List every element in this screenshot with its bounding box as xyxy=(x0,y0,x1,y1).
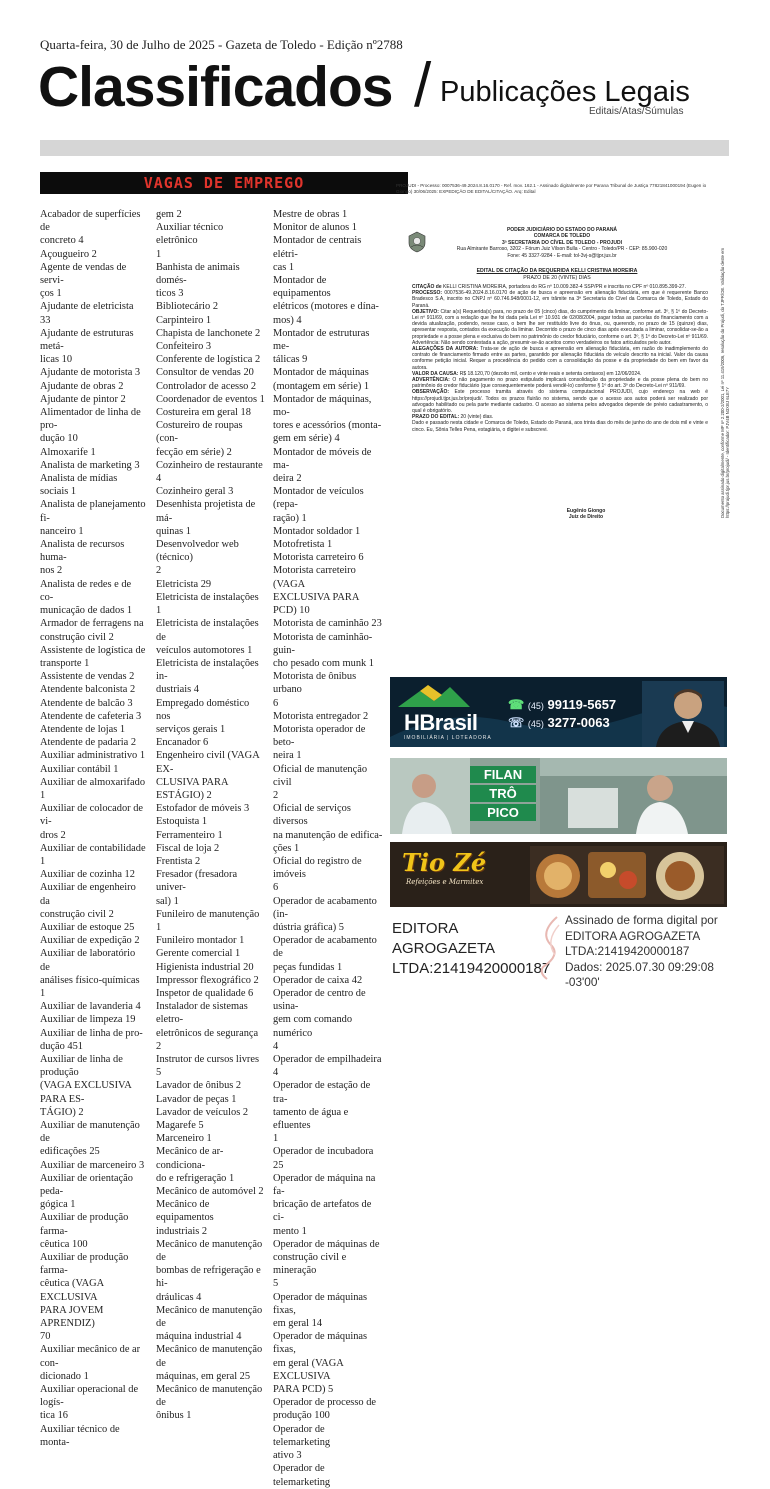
job-listing-line: Operador de acabamento (in- xyxy=(273,895,377,920)
job-listing-line: Instalador de sistemas eletro- xyxy=(156,1001,248,1026)
job-listing-line: bricação de artefatos de ci- xyxy=(273,1199,372,1224)
job-listing-line: elétricos (motores e dína- xyxy=(273,301,379,313)
paragraph-label: ALEGAÇÕES DA AUTORA: xyxy=(412,346,479,353)
job-listing-line: dros 2 xyxy=(40,829,66,841)
job-listing-line: Higienista industrial 20 xyxy=(156,961,254,973)
filan-word-2: TRÔ xyxy=(470,785,536,802)
job-listing-line: Lavador de veículos 2 xyxy=(156,1106,249,1118)
job-listing-line: análises físico-químicas 1 xyxy=(40,974,140,999)
job-listing-line: fecção em série) 2 xyxy=(156,446,232,458)
job-listing-line: Costureiro de roupas (con- xyxy=(156,420,243,445)
job-listing-line: em geral 14 xyxy=(273,1318,323,1330)
job-listing-line: neira 1 xyxy=(273,750,302,762)
digital-signature-mark-icon xyxy=(537,915,563,981)
job-listing-line: Auxiliar de engenheiro da xyxy=(40,882,136,907)
job-listing-line: Mecânico de ar-condiciona- xyxy=(156,1146,224,1171)
job-listing-line: Mecânico de manutenção de xyxy=(156,1238,263,1264)
job-listing-line: Ajudante de obras 2 xyxy=(40,380,124,392)
job-listing-line: Ajudante de pintor 2 xyxy=(40,393,126,405)
job-listing-line: ções 1 xyxy=(273,842,300,854)
job-listing-line: na manutenção de edifica- xyxy=(273,829,383,841)
job-listing-line: ços 1 xyxy=(40,288,62,300)
paragraph-text: Este processo tramita através do sistema computacional PROJUDI, cujo endereço na web é https://projudi.tjpr.jus.br/projudi/. Todos os prazos fluirão no sistema, sendo que o acesso aos autos poderá ser realizado por advogado habilitado ou pela parte mediante cadastro. O acesso ao sistema pelos advogados depende de prévio cadastramento, o qual é obrigatório. xyxy=(412,389,708,415)
filan-photo-right xyxy=(540,758,727,834)
edital-paragraph xyxy=(412,290,708,309)
page-tagline: Editais/Atas/Súmulas xyxy=(589,106,684,117)
editora-line-1: EDITORA xyxy=(392,920,459,937)
page-subtitle: Publicações Legais xyxy=(440,76,690,108)
job-listing-line: dráulicas 4 xyxy=(156,1291,202,1303)
job-listing-line: máquinas, em geral 25 xyxy=(156,1370,251,1382)
job-listing-line: Oficial do registro de imóveis xyxy=(273,855,362,881)
jobs-column-2 xyxy=(156,208,265,1423)
job-listing-line: ônibus 1 xyxy=(156,1410,192,1422)
job-listing-line: produção 100 xyxy=(273,1410,330,1422)
hbrasil-phone-2 xyxy=(508,715,610,731)
job-listing-line: TÁGIO) 2 xyxy=(40,1106,84,1118)
court-header-line: PODER JUDICIÁRIO DO ESTADO DO PARANÁ xyxy=(506,227,618,233)
job-listing-line: cho pesado com munk 1 xyxy=(273,657,374,669)
tioze-logo: Tio Zé xyxy=(402,848,487,877)
job-listing-line: Mecânico de manutenção de xyxy=(156,1304,263,1330)
job-listing-line: Operador de incubadora 25 xyxy=(273,1146,374,1171)
job-listing-line: Motorista de ônibus urbano xyxy=(273,671,357,696)
job-listing-line: Montador de centrais elétri- xyxy=(273,235,362,260)
job-listing-line: 2 xyxy=(156,565,162,577)
job-listing-line: Auxiliar de almoxarifado 1 xyxy=(40,776,146,801)
job-listing-line: Ajudante de estruturas metá- xyxy=(40,327,134,353)
paragraph-text: 20 (vinte) dias. xyxy=(460,414,494,421)
job-listing-line: Auxiliar de laboratório de xyxy=(40,948,136,973)
job-listing-line: cêutica (VAGA EXCLUSIVA xyxy=(40,1278,104,1303)
tioze-subtitle: Refeições e Marmitex xyxy=(406,878,484,886)
job-listing-line: Empregado doméstico nos xyxy=(156,697,250,722)
job-listing-line: gem com comando numérico xyxy=(273,1014,353,1039)
job-listing-line: Mestre de obras 1 xyxy=(273,209,348,220)
filan-title xyxy=(470,764,536,823)
job-listing-line: Mecânico de manutenção de xyxy=(156,1384,263,1409)
job-listing-line: Confeiteiro 3 xyxy=(156,341,212,353)
jobs-column-3 xyxy=(273,208,383,1489)
phone-ddd: (45) xyxy=(527,719,544,729)
job-listing-line: Auxiliar operacional de logís- xyxy=(40,1384,139,1409)
job-listing-line: Auxiliar mecânico de ar con- xyxy=(40,1344,141,1369)
job-listing-line: Montador soldador 1 xyxy=(273,525,361,537)
job-listing-line: Ferramenteiro 1 xyxy=(156,829,223,841)
paragraph-label: PROCESSO: xyxy=(412,290,443,297)
job-listing-line: tores e acessórios (monta- xyxy=(273,420,382,432)
job-listing-line: Operador de máquinas fixas, xyxy=(273,1331,368,1356)
job-listing-line: 2 xyxy=(273,789,279,801)
edital-paragraph xyxy=(412,420,708,432)
job-listing-line: Cozinheiro de restaurante 4 xyxy=(156,459,263,485)
job-listing-line: Lavador de ônibus 2 xyxy=(156,1080,242,1092)
job-listing-line: sal) 1 xyxy=(156,895,179,907)
job-listing-line: Atendente de cafeteria 3 xyxy=(40,710,142,722)
job-listing-line: Auxiliar de cozinha 12 xyxy=(40,869,135,881)
sig-line-1: Assinado de forma digital por xyxy=(565,913,718,927)
job-listing-line: gem em série) 4 xyxy=(273,433,340,445)
job-listing-line: Eletricista de instalações 1 xyxy=(156,591,259,617)
job-listing-line: veículos automotores 1 xyxy=(156,644,253,656)
edital-paragraph xyxy=(412,309,708,346)
job-listing-line: cas 1 xyxy=(273,261,295,273)
job-listing-line: Coordenador de eventos 1 xyxy=(156,393,265,405)
job-listing-line: Instrutor de cursos livres 5 xyxy=(156,1054,260,1079)
projudi-line: PROJUDI - Processo: 0007536-49.2024.8.16.0170 - Ref. mov. 162.1 - Assinado digitalmente por Parana Tribunal de Justiça 77821841000194 (Eugen io Giongo) 30/06/2025: EXPEDIÇÃO DE EDITAL/CITAÇÃO. Arq: Edital xyxy=(396,183,707,194)
phone-icon: ☏ xyxy=(508,715,525,730)
court-header-line: Fone: 45 3327-9284 - E-mail: tol-3vj-s@tjpr.jus.br xyxy=(507,252,617,259)
job-listing-line: Operador de processo de xyxy=(273,1397,376,1409)
edital-paragraph xyxy=(412,377,708,389)
job-listing-line: Motorista de caminhão-guin- xyxy=(273,631,373,656)
job-listing-line: Fiscal de loja 2 xyxy=(156,842,220,854)
edital-prazo: PRAZO DE 20 (VINTE) DIAS xyxy=(523,274,591,281)
paragraph-text: 0007536-49.2024.8.16.0170 de ação de busca e apreensão em alienação fiduciária, em que é requerente Banco Bradesco S.A, inscrito no CNPJ nº 60.746.948/0001-12, em trâmite na 3ª Secretaria do Cível da Comarca de Toledo, Estado do Paraná. xyxy=(412,290,709,309)
legal-notice xyxy=(396,183,728,663)
job-listing-line: bombas de refrigeração e hi- xyxy=(156,1265,261,1290)
job-listing-line: Costureira em geral 18 xyxy=(156,407,251,419)
job-listing-line: eletrônicos de segurança 2 xyxy=(156,1027,259,1052)
job-listing-line: Motorista carreteiro (VAGA xyxy=(273,565,356,590)
job-listing-line: tamento de água e efluentes xyxy=(273,1106,349,1132)
paragraph-label: VALOR DA CAUSA: xyxy=(412,370,459,377)
editora-line-3: LTDA:21419420000187 xyxy=(392,960,551,977)
paragraph-text: Dado e passado nesta cidade e Comarca de Toledo, Estado do Paraná, aos trinta dias do mês de junho do ano de dois mil e vinte e cinco. Eu, Sônia Telles Pena, estagiária, o digitei e subscrevi. xyxy=(412,420,708,433)
job-listing-line: Fresador (fresadora univer- xyxy=(156,869,238,894)
job-listing-line: Mecânico de manutenção de xyxy=(156,1344,263,1369)
job-listing-line: Bibliotecário 2 xyxy=(156,301,219,313)
title-slash: / xyxy=(414,51,432,120)
job-listing-line: Auxiliar técnico eletrônico xyxy=(156,222,224,247)
job-listing-line: Assistente de logística de xyxy=(40,644,146,656)
sig-line-2: EDITORA AGROGAZETA xyxy=(565,928,701,943)
job-listing-line: PARA PCD) 5 xyxy=(273,1384,334,1396)
hbrasil-logo-sub: IMOBILIÁRIA | LOTEADORA xyxy=(404,735,492,741)
job-listing-line: Auxiliar de produção farma- xyxy=(40,1212,129,1237)
job-listing-line: ativo 3 xyxy=(273,1450,302,1462)
job-listing-line: Desenhista projetista de má- xyxy=(156,499,256,524)
paragraph-label: ADVERTÊNCIA: xyxy=(412,377,450,384)
job-listing-line: Magarefe 5 xyxy=(156,1120,204,1132)
job-listing-line: Armador de ferragens na xyxy=(40,618,144,630)
job-listing-line: Consultor de vendas 20 xyxy=(156,367,254,379)
job-listing-line: nos 2 xyxy=(40,565,63,577)
edital-paragraph xyxy=(412,346,708,371)
job-listing-line: Atendente de balcão 3 xyxy=(40,697,133,709)
job-listing-line: mento 1 xyxy=(273,1225,307,1237)
filan-word-1: FILAN xyxy=(470,766,536,783)
job-listing-line: Analista de planejamento fi- xyxy=(40,499,146,524)
phone-ddd: (45) xyxy=(527,701,544,711)
job-listing-line: Operador de caixa 42 xyxy=(273,974,363,986)
job-listing-line: Montador de equipamentos xyxy=(273,275,331,300)
job-listing-line: Auxiliar administrativo 1 xyxy=(40,750,146,762)
whatsapp-icon: ☎ xyxy=(508,697,525,712)
job-listing-line: Operador de máquinas de xyxy=(273,1238,380,1250)
job-listing-line: (montagem em série) 1 xyxy=(273,380,370,392)
job-listing-line: Ajudante de motorista 3 xyxy=(40,367,141,379)
job-listing-line: Impressor flexográfico 2 xyxy=(156,974,259,986)
date-line: Quarta-feira, 30 de Julho de 2025 - Gazeta de Toledo - Edição nº2788 xyxy=(40,37,403,52)
job-listing-line: 1 xyxy=(273,1133,279,1145)
job-listing-line: Chapista de lanchonete 2 xyxy=(156,327,261,339)
sig-line-4: Dados: 2025.07.30 09:29:08 xyxy=(565,959,714,974)
job-listing-line: Almoxarife 1 xyxy=(40,446,96,458)
job-listing-line: EXCLUSIVA PARA PCD) 10 xyxy=(273,591,359,617)
job-listing-line: Motorista de caminhão 23 xyxy=(273,618,382,630)
job-listing-line: dicionado 1 xyxy=(40,1370,89,1382)
ad-tio-ze[interactable] xyxy=(390,842,727,907)
job-listing-line: Motorista operador de beto- xyxy=(273,723,366,749)
job-listing-line: Auxiliar de estoque 25 xyxy=(40,921,135,933)
job-listing-line: Analista de recursos huma- xyxy=(40,539,125,564)
job-listing-line: dustriais 4 xyxy=(156,684,200,696)
job-listing-line: Atendente de lojas 1 xyxy=(40,723,126,735)
job-listing-line: Banhista de animais domés- xyxy=(156,261,240,287)
job-listing-line: Marceneiro 1 xyxy=(156,1133,212,1145)
court-header-line: Rua Almirante Barroso, 3202 - Fórum Juiz Vilson Bulla - Centro - Toledo/PR - CEP: 85.900-020 xyxy=(456,246,668,253)
paragraph-label: OBSERVAÇÃO: xyxy=(412,389,450,396)
job-listing-line: peças fundidas 1 xyxy=(273,961,343,973)
job-listing-line: Carpinteiro 1 xyxy=(156,314,212,326)
job-listing-line: 5 xyxy=(273,1278,279,1290)
job-listing-line: construção civil 2 xyxy=(40,908,114,920)
job-listing-line: Auxiliar de expedição 2 xyxy=(40,935,140,947)
job-listing-line: deira 2 xyxy=(273,473,302,485)
job-listing-line: 1 xyxy=(156,248,162,260)
phone-number: 3277-0063 xyxy=(547,715,610,730)
job-listing-line: Motorista carreteiro 6 xyxy=(273,552,364,564)
paragraph-text: Trata-se de ação de busca e apreensão em alienação fiduciária, em razão do inadimplemento do contrato de financiamento firmado entre as partes, garantido por alienação fiduciária do veículo descrito na inicial. Valor da causa conforme petição inicial. Requer a procedência do pedido com a consolidação da posse e da propriedade do bem em favor da autora. xyxy=(412,346,708,371)
job-listing-line: Auxiliar de produção farma- xyxy=(40,1252,129,1277)
edital-body xyxy=(412,284,708,433)
job-listing-line: (VAGA EXCLUSIVA PARA ES- xyxy=(40,1080,132,1105)
job-listing-line: Montador de móveis de ma- xyxy=(273,446,372,471)
job-listing-line: Oficial de serviços diversos xyxy=(273,803,351,828)
job-listing-line: Operador de empilhadeira xyxy=(273,1054,382,1065)
court-header-line: COMARCA DE TOLEDO xyxy=(533,233,591,240)
job-listing-line: Auxiliar de linha de pro- xyxy=(40,1027,143,1039)
grey-divider-bar xyxy=(40,140,729,156)
ad-filantropico[interactable] xyxy=(390,758,727,834)
sig-line-5: -03'00' xyxy=(565,975,600,990)
judge-name: Eugênio Giongo xyxy=(566,508,606,514)
job-listing-line: dústria gráfica) 5 xyxy=(273,921,344,933)
hbrasil-person-photo xyxy=(642,681,724,747)
job-listing-line: concreto 4 xyxy=(40,235,84,247)
paragraph-text: KELLI CRISTINA MOREIRA, portadora do RG nº 10.009.382-4 SSP/PR e inscrita no CPF nº 010.895.399-27. xyxy=(443,284,686,290)
jobs-column-1 xyxy=(40,208,146,1449)
job-listing-line: Motorista entregador 2 xyxy=(273,710,369,722)
job-listing-line: Auxiliar técnico de monta- xyxy=(40,1423,120,1448)
job-listing-line: Agente de vendas de servi- xyxy=(40,261,127,287)
job-listing-line: Operador de estação de tra- xyxy=(273,1080,371,1105)
paragraph-text: O não pagamento no prazo estipulado implicará consolidação da propriedade e da posse plena do bem no patrimônio do credor fiduciário (que consequentemente poderá vendê-lo) conforme § 1º do art. 3º do Decreto-Lei nº 911/69. xyxy=(412,377,708,390)
job-listing-line: Analista de mídias sociais 1 xyxy=(40,473,118,498)
paragraph-label: CITAÇÃO de xyxy=(412,284,442,290)
job-listing-line: tica 16 xyxy=(40,1410,68,1422)
job-listing-line: Montador de máquinas xyxy=(273,367,369,379)
job-listing-line: 6 xyxy=(273,697,279,709)
job-listing-line: Inspetor de qualidade 6 xyxy=(156,987,254,999)
job-listing-line: industriais 2 xyxy=(156,1225,208,1237)
paragraph-text: Citar a(s) Requerida(s) para, no prazo de 05 (cinco) dias, do cumprimento da liminar, conforme art. 3º, § 1º do Decreto-Lei nº 911/69, com a redação que lhe foi dada pela Lei nº 10.931 de 02/08/2004, pagar todas as parcelas do financiamento com a devida atualização, podendo, nesse caso, o bem lhe ser restituído livre do ônus, ou, querendo, no prazo de 15 (quinze) dias, apresentar resposta, contados da execução da liminar. Decorrido o prazo de cinco dias após executada a liminar, consolidar-se-ão a propriedade e a posse plena e exclusiva do bem no patrimônio do credor fiduciário, conforme o art. 3º, § 1º do Decreto-Lei nº 911/69. Advertência: Não sendo contestada a ação, presumir-se-ão aceitos como verdadeiros os fatos articulados pelo autor. xyxy=(412,308,708,346)
job-listing-line: Eletricista de instalações de xyxy=(156,618,259,643)
job-listing-line: Operador de centro de usina- xyxy=(273,987,366,1013)
job-listing-line: 4 xyxy=(273,1040,279,1052)
job-listing-line: dução 451 xyxy=(40,1040,83,1052)
job-listing-line: Auxiliar de manutenção de xyxy=(40,1120,140,1145)
job-listing-line: 70 xyxy=(40,1331,51,1343)
job-listing-line: Auxiliar de colocador de vi- xyxy=(40,803,143,828)
page-title: Classificados xyxy=(38,55,393,119)
job-listing-line: Operador de máquina na fa- xyxy=(273,1172,376,1198)
filan-photo-left xyxy=(390,758,470,834)
job-listing-line: mos) 4 xyxy=(273,314,302,326)
job-listing-line: Oficial de manutenção civil xyxy=(273,763,368,788)
job-listing-line: Açougueiro 2 xyxy=(40,248,97,260)
tioze-food-photos xyxy=(530,846,724,904)
job-listing-line: gógica 1 xyxy=(40,1199,76,1211)
paragraph-text: R$ 18.120,70 (dezoito mil, cento e vinte reais e setenta centavos) em 12/06/2024. xyxy=(459,370,642,377)
job-listing-line: Auxiliar de linha de produção xyxy=(40,1054,123,1079)
section-header-vagas: VAGAS DE EMPREGO xyxy=(40,172,408,194)
job-listing-line: Acabador de superfícies de xyxy=(40,209,141,234)
paragraph-label: OBJETIVO: xyxy=(412,308,439,315)
job-listing-line: municação de dados 1 xyxy=(40,605,133,617)
job-listing-line: Encanador 6 xyxy=(156,737,209,749)
court-header-line: 3ª SECRETARIA DO CÍVEL DE TOLEDO - PROJUDI xyxy=(501,239,622,246)
job-listing-line: Auxiliar contábil 1 xyxy=(40,763,119,775)
job-listing-line: nanceiro 1 xyxy=(40,525,84,537)
digital-signature-text xyxy=(565,913,718,991)
job-listing-line: Eletricista de instalações in- xyxy=(156,657,259,683)
job-listing-line: licas 10 xyxy=(40,354,73,366)
job-listing-line: Auxiliar de orientação peda- xyxy=(40,1172,133,1198)
job-listing-line: em geral (VAGA EXCLUSIVA xyxy=(273,1357,344,1382)
job-listing-line: Monitor de alunos 1 xyxy=(273,222,357,234)
job-listing-line: Montador de veículos (repa- xyxy=(273,486,364,511)
job-listing-line: construção civil 2 xyxy=(40,631,114,643)
job-listing-line: dução 10 xyxy=(40,433,78,445)
job-listing-line: Mecânico de equipamentos xyxy=(156,1199,214,1224)
job-listing-line: Estoquista 1 xyxy=(156,816,208,828)
validation-side-text xyxy=(706,218,730,518)
ad-hbrasil[interactable] xyxy=(390,677,727,747)
job-listing-line: Operador de telemarketing xyxy=(273,1423,331,1448)
job-listing-line: Operador de acabamento de xyxy=(273,935,377,960)
job-listing-line: Auxiliar de contabilidade 1 xyxy=(40,842,146,867)
judge-signature xyxy=(536,508,636,520)
job-listing-line: Engenheiro civil (VAGA EX- xyxy=(156,750,260,775)
validation-text: Documento assinado digitalmente, conforme MP nº 2.200-2/2001, Lei nº 11.419/2006, resolução do Projudi, do TJPR/OE. Validação deste em https://projudi.tjpr.jus.br/projudi/ - Identificador: PJV4B N3XBJ 6LE7Y xyxy=(720,247,730,518)
job-listing-line: Estofador de móveis 3 xyxy=(156,803,250,815)
job-listing-line: Controlador de acesso 2 xyxy=(156,380,257,392)
job-listing-line: Assistente de vendas 2 xyxy=(40,671,135,683)
job-listing-line: Cozinheiro geral 3 xyxy=(156,486,234,498)
job-listing-line: ticos 3 xyxy=(156,288,184,300)
job-listing-line: 4 xyxy=(273,1067,279,1079)
job-listing-line: construção civil e mineração xyxy=(273,1252,347,1277)
court-header xyxy=(436,227,688,259)
judge-role: Juiz de Direito xyxy=(568,514,604,521)
job-listing-line: Analista de marketing 3 xyxy=(40,459,140,471)
job-listing-line: Operador de telemarketing xyxy=(273,1463,331,1488)
job-listing-line: Montador de estruturas me- xyxy=(273,327,370,353)
job-listing-line: Gerente comercial 1 xyxy=(156,948,241,960)
job-listing-line: transporte 1 xyxy=(40,657,90,669)
editora-name xyxy=(392,919,550,979)
job-listing-line: máquina industrial 4 xyxy=(156,1331,242,1343)
job-listing-line: Motofretista 1 xyxy=(273,539,333,551)
job-listing-line: Ajudante de eletricista 33 xyxy=(40,301,134,326)
job-listing-line: Eletricista 29 xyxy=(156,578,212,590)
job-listing-line: tálicas 9 xyxy=(273,354,308,366)
sig-line-3: LTDA:21419420000187 xyxy=(565,944,690,959)
job-listing-line: Funileiro de manutenção 1 xyxy=(156,908,260,933)
filan-word-3: PICO xyxy=(470,804,536,821)
job-listing-line: Lavador de peças 1 xyxy=(156,1093,237,1105)
job-listing-line: ração) 1 xyxy=(273,512,307,524)
edital-paragraph xyxy=(412,389,708,414)
job-listing-line: Atendente balconista 2 xyxy=(40,684,136,696)
job-listing-line: cêutica 100 xyxy=(40,1238,88,1250)
hbrasil-phone-1 xyxy=(508,697,616,713)
job-listing-line: Operador de máquinas fixas, xyxy=(273,1291,368,1316)
job-listing-line: Auxiliar de marceneiro 3 xyxy=(40,1159,145,1171)
job-listing-line: Auxiliar de limpeza 19 xyxy=(40,1014,136,1026)
job-listing-line: 6 xyxy=(273,882,279,894)
phone-number: 99119-5657 xyxy=(547,697,617,712)
editora-line-2: AGROGAZETA xyxy=(392,940,496,957)
hbrasil-logo: HBrasil xyxy=(404,710,478,735)
job-listing-line: Frentista 2 xyxy=(156,855,201,867)
job-listing-line: edificações 25 xyxy=(40,1146,100,1158)
job-listing-line: quinas 1 xyxy=(156,525,191,537)
job-listing-line: Atendente de padaria 2 xyxy=(40,737,137,749)
paragraph-label: PRAZO DO EDITAL: xyxy=(412,414,460,421)
job-listing-line: gem 2 xyxy=(156,209,182,220)
job-listing-line: Funileiro montador 1 xyxy=(156,935,245,947)
parana-crest-icon xyxy=(406,231,428,253)
job-listing-line: Analista de redes e de co- xyxy=(40,578,132,603)
job-listing-line: serviços gerais 1 xyxy=(156,723,226,735)
job-listing-line: Conferente de logística 2 xyxy=(156,354,261,366)
job-listing-line: Auxiliar de lavanderia 4 xyxy=(40,1001,141,1013)
job-listing-line: Desenvolvedor web (técnico) xyxy=(156,539,239,564)
job-listing-line: PARA JOVEM APRENDIZ) xyxy=(40,1304,104,1330)
job-listing-line: CLUSIVA PARA ESTÁGIO) 2 xyxy=(156,776,228,801)
job-listing-line: do e refrigeração 1 xyxy=(156,1172,235,1184)
edital-title: EDITAL DE CITAÇÃO DA REQUERIDA KELLI CRISTINA MOREIRA xyxy=(476,268,638,274)
job-listing-line: Mecânico de automóvel 2 xyxy=(156,1186,264,1198)
job-listing-line: Alimentador de linha de pro- xyxy=(40,407,141,432)
job-listing-line: Montador de máquinas, mo- xyxy=(273,393,372,419)
